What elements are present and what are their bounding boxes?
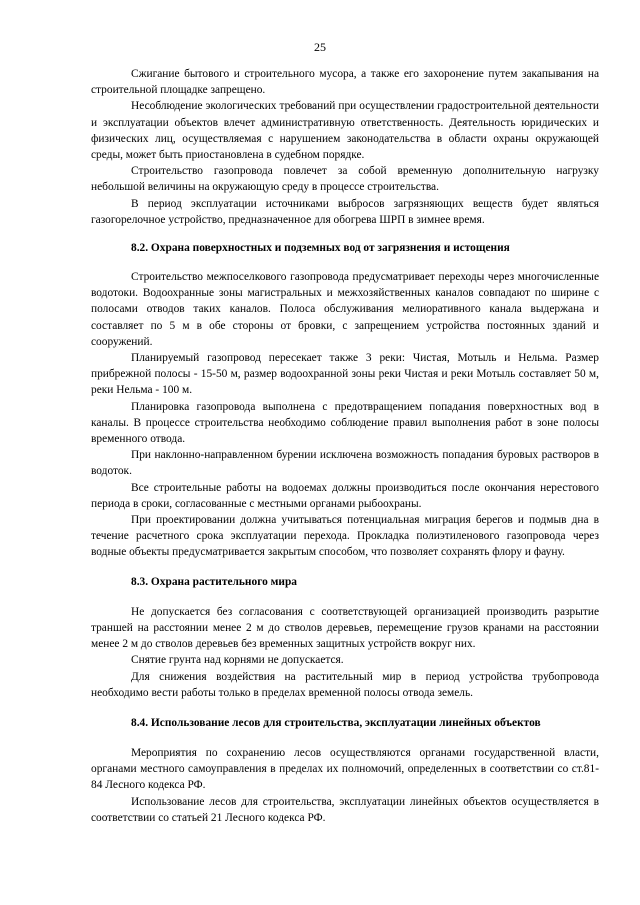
paragraph: Снятие грунта над корнями не допускается.: [131, 654, 344, 667]
section-8-4: [91, 715, 599, 826]
section-heading-8-2: 8.2. Охрана поверхностных и подземных вод от загрязнения и истощения: [131, 242, 510, 255]
paragraph: Строительство межпоселкового газопровода предусматривает переходы через многочисленные водотоки. Водоохранные зоны магистральных и межхозяйственных каналов совпадают по ширине с полосами отводов таких каналов. Полоса обслуживания мелиоративного канала выдержана и составляет по 5 м в обе стороны от бровки, с запрещением устройства постоянных зданий и сооружений.: [91, 271, 599, 348]
section-heading-8-4: 8.4. Использование лесов для строительства, эксплуатации линейных объектов: [131, 716, 541, 729]
paragraph: При наклонно-направленном бурении исключена возможность попадания буровых растворов в водоток.: [91, 449, 599, 478]
paragraph: Строительство газопровода повлечет за собой временную дополнительную нагрузку небольшой величины на окружающую среду в процессе строительства.: [91, 165, 599, 194]
paragraph: Не допускается без согласования с соответствующей организацией производить разрытие траншей на расстоянии менее 2 м до стволов деревьев, перемещение грузов кранами на расстоянии менее 2 м до стволов деревьев без временных защитных устройств вокруг них.: [91, 605, 599, 651]
paragraph: Использование лесов для строительства, эксплуатации линейных объектов осуществляется в соответствии со статьей 21 Лесного кодекса РФ.: [91, 795, 599, 824]
page-number: 25: [314, 40, 326, 54]
paragraph: Несоблюдение экологических требований при осуществлении градостроительной деятельности и эксплуатации объектов влечет административную ответственность. Деятельность юридических и физических лиц, осуществляемая с нарушением законодательства в области охраны окружающей среды, может быть приостановлена в судебном порядке.: [91, 100, 599, 162]
section-heading-8-3: 8.3. Охрана растительного мира: [131, 575, 297, 588]
paragraph: Мероприятия по сохранению лесов осуществляются органами государственной власти, органами местного самоуправления в пределах их полномочий, определенных в соответствии со ст.81-84 Лесного кодекса РФ.: [91, 746, 599, 792]
section-8-2: [91, 240, 599, 561]
intro-section: [91, 66, 599, 228]
paragraph: Планировка газопровода выполнена с предотвращением попадания поверхностных вод в каналы. В процессе строительства необходимо соблюдение правил выполнения работ в зоне полосы временного отвода.: [91, 400, 599, 446]
paragraph: Все строительные работы на водоемах должны производиться после окончания нерестового периода в сроки, согласованные с местными органами рыбоохраны.: [91, 481, 599, 510]
page-content: [91, 66, 599, 826]
paragraph: Планируемый газопровод пересекает также 3 реки: Чистая, Мотыль и Нельма. Размер прибрежной полосы - 15-50 м, размер водоохранной зоны реки Чистая и реки Мотыль составляет 50 м, реки Нельма - 100 м.: [91, 352, 599, 397]
section-8-3: [91, 574, 599, 701]
paragraph: Для снижения воздействия на растительный мир в период устройства трубопровода необходимо вести работы только в пределах временной полосы отвода земель.: [91, 670, 599, 699]
paragraph: В период эксплуатации источниками выбросов загрязняющих веществ будет являться газогорелочное устройство, предназначенное для обогрева ШРП в зимнее время.: [91, 197, 599, 226]
paragraph: Сжигание бытового и строительного мусора, а также его захоронение путем закапывания на строительной площадке запрещено.: [91, 68, 599, 97]
paragraph: При проектировании должна учитываться потенциальная миграция берегов и подмыв дна в течение расчетного срока эксплуатации перехода. Прокладка полиэтиленового газопровода через водные объекты предусматривается закрытым способом, что позволяет сохранять флору и фауну.: [91, 514, 599, 559]
